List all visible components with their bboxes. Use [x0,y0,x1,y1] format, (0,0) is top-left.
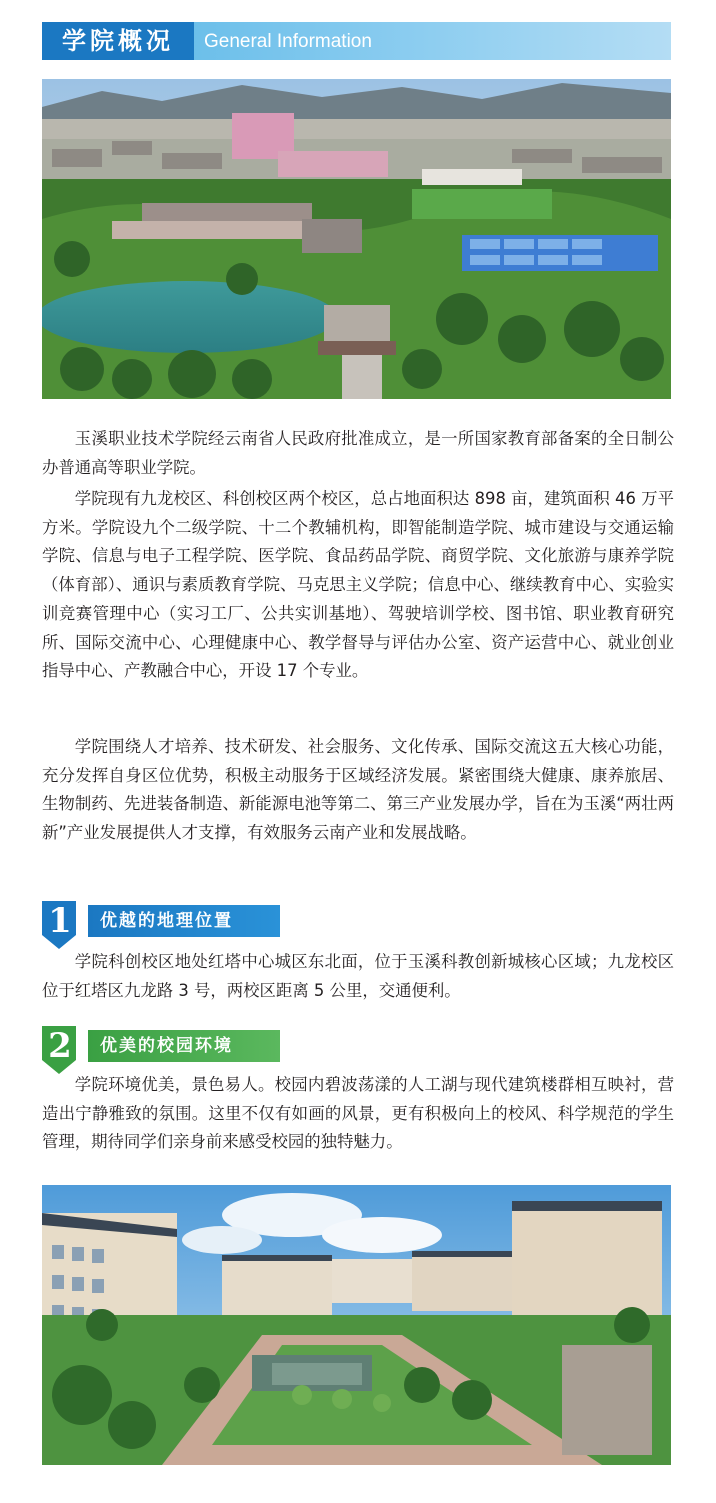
aerial-campus-photo [42,79,671,399]
section-1-text: 学院科创校区地处红塔中心城区东北面，位于玉溪科教创新城核心区域；九龙校区位于红塔区九龙路 3 号，两校区距离 5 公里，交通便利。 [42,952,674,1000]
section-1-header [42,901,284,941]
section-1-title: 优越的地理位置 [88,905,280,937]
section-2-number: 2 [48,1026,72,1066]
header-title-en: General Information [204,31,372,52]
header-title-cn: 学院概况 [42,22,194,60]
section-2-header [42,1026,284,1066]
intro-paragraph-1: 玉溪职业技术学院经云南省人民政府批准成立，是一所国家教育部备案的全日制公办普通高等职业学院。 [42,429,674,477]
intro-paragraph-2: 学院现有九龙校区、科创校区两个校区，总占地面积达 898 亩，建筑面积 46 万平方米。学院设九个二级学院、十二个教辅机构，即智能制造学院、城市建设与交通运输学院、信息与电子工程学院、医学院、食品药品学院、商贸学院、文化旅游与康养学院（体育部）、通识与素质教育学院、马克思主义学院；信息中心、继续教育中心、实验实训竞赛管理中心（实习工厂、公共实训基地）、驾驶培训学校、图书馆、职业教育研究所、国际交流中心、心理健康中心、教学督导与评估办公室、资产运营中心、就业创业指导中心、产教融合中心，开设 17 个专业。 [42,489,674,681]
section-2-text: 学院环境优美，景色易人。校园内碧波荡漾的人工湖与现代建筑楼群相互映衬，营造出宁静雅致的氛围。这里不仅有如画的风景，更有积极向上的校风、科学规范的学生管理，期待同学们亲身前来感受校园的独特魅力。 [42,1075,674,1152]
intro-paragraph-3: 学院围绕人才培养、技术研发、社会服务、文化传承、国际交流这五大核心功能，充分发挥自身区位优势，积极主动服务于区域经济发展。紧密围绕大健康、康养旅居、生物制药、先进装备制造、新能源电池等第二、第三产业发展办学，旨在为玉溪“两壮两新”产业发展提供人才支撑，有效服务云南产业和发展战略。 [42,737,674,843]
header-banner [42,22,671,60]
campus-courtyard-photo [42,1185,671,1465]
section-2-title: 优美的校园环境 [88,1030,280,1062]
section-1-number: 1 [48,901,72,941]
